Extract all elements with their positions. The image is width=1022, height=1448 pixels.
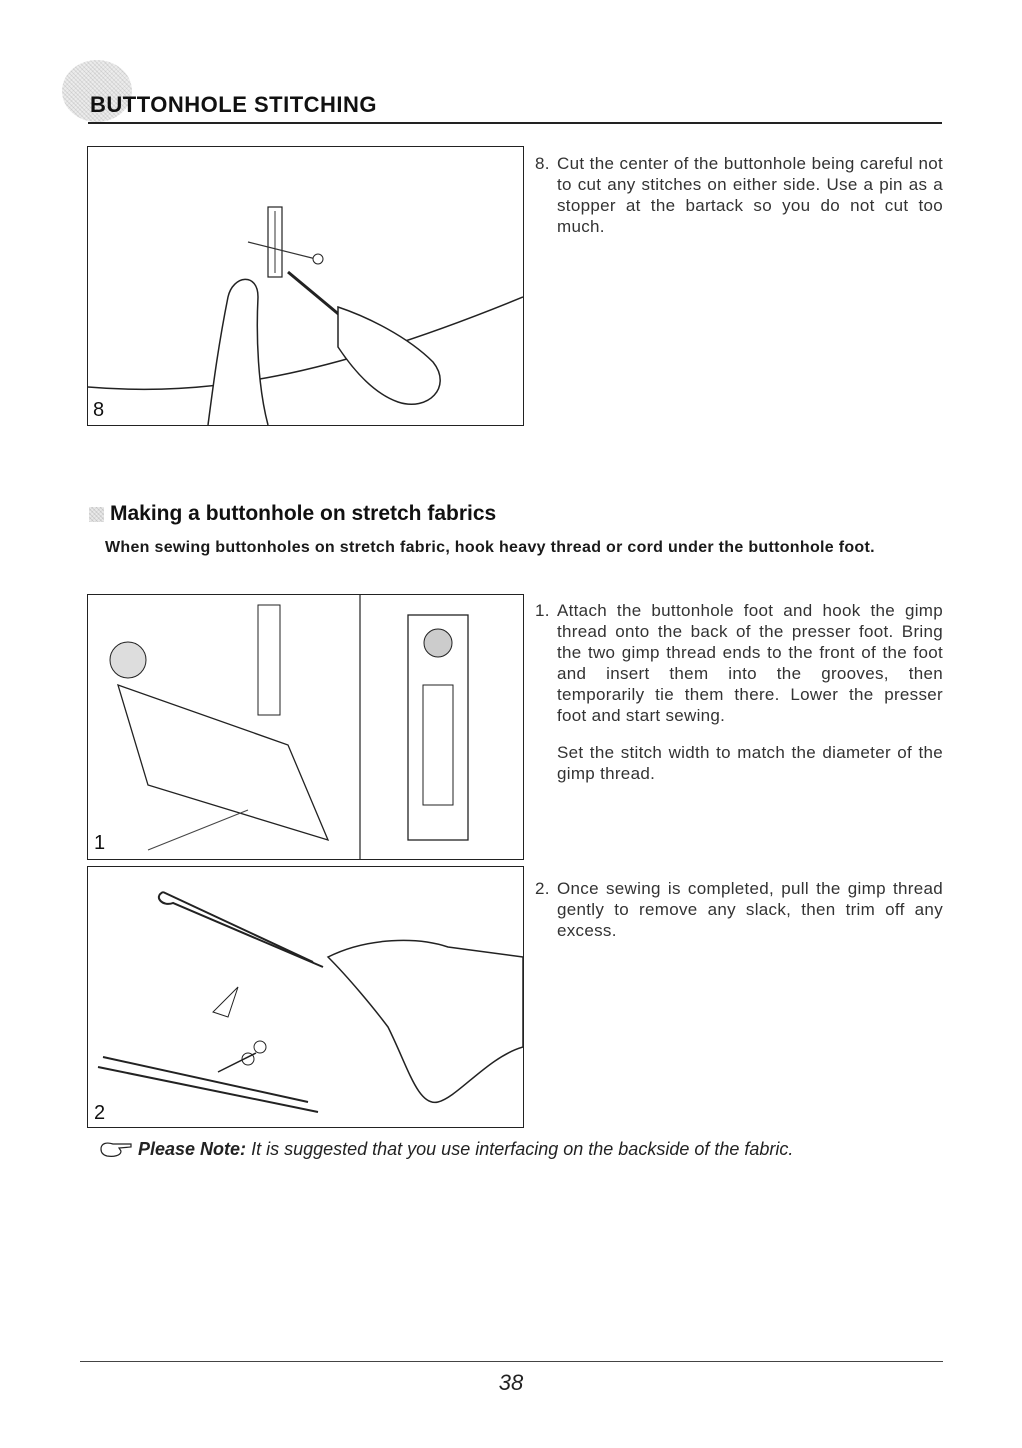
section-intro: When sewing buttonholes on stretch fabric, hook heavy thread or cord under the buttonhole foot. [105, 539, 875, 556]
step-1-number: 1. [535, 601, 550, 620]
page-number: 38 [498, 1370, 524, 1395]
step-2 [535, 878, 943, 941]
step-1 [535, 600, 943, 784]
section-bullet-icon [89, 507, 104, 522]
step-8 [535, 153, 943, 237]
section-title: Making a buttonhole on stretch fabrics [110, 502, 497, 525]
figure-2-number: 2 [94, 1102, 106, 1124]
figure-1-illustration [88, 595, 523, 859]
step-8-text: Cut the center of the buttonhole being careful not to cut any stitches on either side. Use a pin as a stopper at the bartack so you do not cut too much. [557, 154, 943, 236]
figure-1-number: 1 [94, 832, 106, 854]
please-note-label: Please Note: [138, 1139, 247, 1159]
figure-8-illustration [88, 147, 523, 425]
pointing-hand-icon [99, 1139, 133, 1164]
figure-1-panel [87, 594, 524, 860]
step-2-number: 2. [535, 879, 550, 898]
step-8-number: 8. [535, 154, 550, 173]
page-title: BUTTONHOLE STITCHING [90, 92, 378, 117]
step-1-text: Attach the buttonhole foot and hook the gimp thread onto the back of the presser foot. Bring the two gimp thread ends to the front of the foot and insert them into the grooves, then temporarily tie them there. Lower the presser foot and start sewing. [557, 601, 943, 725]
figure-8-number: 8 [93, 399, 105, 421]
figure-2-illustration [88, 867, 523, 1127]
please-note-text: It is suggested that you use interfacing on the backside of the fabric. [251, 1139, 794, 1159]
step-1-note: Set the stitch width to match the diameter of the gimp thread. [557, 743, 943, 783]
please-note [138, 1139, 793, 1160]
header-rule [88, 122, 942, 124]
figure-2-panel [87, 866, 524, 1128]
footer-rule [80, 1361, 943, 1362]
figure-8-panel [87, 146, 524, 426]
step-2-text: Once sewing is completed, pull the gimp thread gently to remove any slack, then trim off any excess. [557, 879, 943, 940]
